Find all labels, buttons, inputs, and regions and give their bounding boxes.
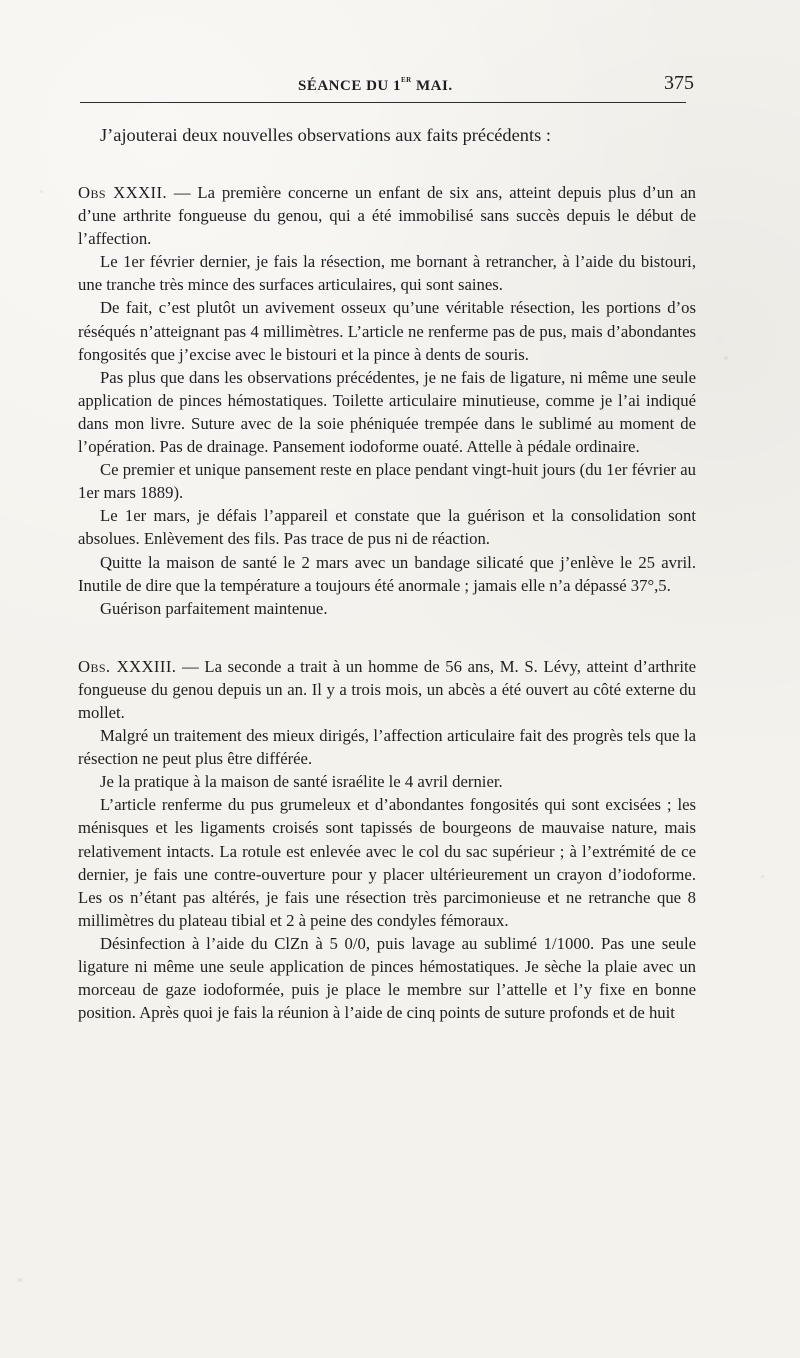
page-body xyxy=(78,123,696,1024)
observation-32-text-1: — La première concerne un enfant de six ans, atteint depuis plus d’un an d’une arthrite fongueuse du genou, qui a été immobilisé sans succès depuis le début de l’affection. xyxy=(78,183,697,249)
paper-speck xyxy=(40,190,43,193)
observation-32-paragraph-6: Le 1er mars, je défais l’appareil et constate que la guérison et la consolidation sont absolues. Enlèvement des fils. Pas trace de pus ni de réaction. xyxy=(78,506,696,549)
running-head xyxy=(298,76,453,95)
observation-33-text-1: — La seconde a trait à un homme de 56 ans, M. S. Lévy, atteint d’arthrite fongueuse du genou depuis un an. Il y a trois mois, un abcès a été ouvert au côté externe du mollet. xyxy=(78,656,697,722)
paper-speck xyxy=(761,875,764,878)
observation-33-paragraph-3: Je la pratique à la maison de santé israélite le 4 avril dernier. xyxy=(100,772,503,792)
observation-32-paragraph-3: De fait, c’est plutôt un avivement osseux qu’une véritable résection, les portions d’os réséqués n’atteignant pas 4 millimètres. L’article ne renferme pas de pus, mais d’abondantes fongosités que j’excise avec le bistouri et la pince à dents de souris. xyxy=(78,298,696,364)
observation-33-paragraph-1 xyxy=(78,655,696,724)
running-head-superscript: er xyxy=(401,74,412,85)
observation-32-paragraph-1 xyxy=(78,181,696,250)
running-head-suffix: MAI. xyxy=(411,78,453,94)
paper-speck xyxy=(18,1278,22,1282)
observation-32-paragraph-7: Quitte la maison de santé le 2 mars avec un bandage silicaté que j’enlève le 25 avril. Inutile de dire que la température a toujours été anormale ; jamais elle n’a dépassé 37°,5. xyxy=(78,552,696,595)
section-gap xyxy=(78,620,696,655)
header-rule xyxy=(80,102,686,103)
observation-32-paragraph-2: Le 1er février dernier, je fais la résection, me bornant à retrancher, à l’aide du bistouri, une tranche très mince des surfaces articulaires, qui sont saines. xyxy=(78,252,696,295)
observation-32-paragraph-8: Guérison parfaitement maintenue. xyxy=(100,598,328,618)
observation-33-label: Obs. XXXIII. xyxy=(78,656,177,676)
observation-32-label: Obs XXXII. xyxy=(78,183,168,202)
paper-speck xyxy=(724,356,728,360)
intro-paragraph: J’ajouterai deux nouvelles observations aux faits précédents : xyxy=(100,125,551,145)
page-header xyxy=(78,72,694,100)
observation-33-paragraph-5: Désinfection à l’aide du ClZn à 5 0/0, puis lavage au sublimé 1/1000. Pas une seule ligature ni même une seule application de pinces hémostatiques. Je sèche la plaie avec un morceau de gaze iodoformée, puis je place le membre sur l’attelle et l’y fixe en bonne position. Après quoi je fais la réunion à l’aide de cinq points de suture profonds et de huit xyxy=(78,933,696,1023)
observation-33-paragraph-4: L’article renferme du pus grumeleux et d’abondantes fongosités qui sont excisées ; les ménisques et les ligaments croisés sont tapissés de bourgeons de mauvaise nature, mais relativement intacts. La rotule est enlevée avec le col du sac supérieur ; à l’extrémité de ce dernier, je fais une contre-ouverture pour y placer ultérieurement un crayon d’iodoforme. Les os n’étant pas altérés, je fais une résection très parcimonieuse et ne retranche que 8 millimètres du plateau tibial et 2 à peine des condyles fémoraux. xyxy=(78,795,696,930)
observation-33-paragraph-2: Malgré un traitement des mieux dirigés, l’affection articulaire fait des progrès tels que la résection ne peut plus être différée. xyxy=(78,726,696,769)
observation-32-paragraph-4: Pas plus que dans les observations précédentes, je ne fais de ligature, ni même une seule application de pinces hémostatiques. Toilette articulaire minutieuse, comme je l’ai indiqué dans mon livre. Suture avec de la soie phéniquée trempée dans le sublimé au moment de l’opération. Pas de drainage. Pansement iodoforme ouaté. Attelle à pédale ordinaire. xyxy=(78,367,696,457)
running-head-prefix: SÉANCE DU 1 xyxy=(298,78,402,94)
page-number: 375 xyxy=(664,72,694,94)
observation-32-paragraph-5: Ce premier et unique pansement reste en place pendant vingt-huit jours (du 1er février au 1er mars 1889). xyxy=(78,460,696,503)
